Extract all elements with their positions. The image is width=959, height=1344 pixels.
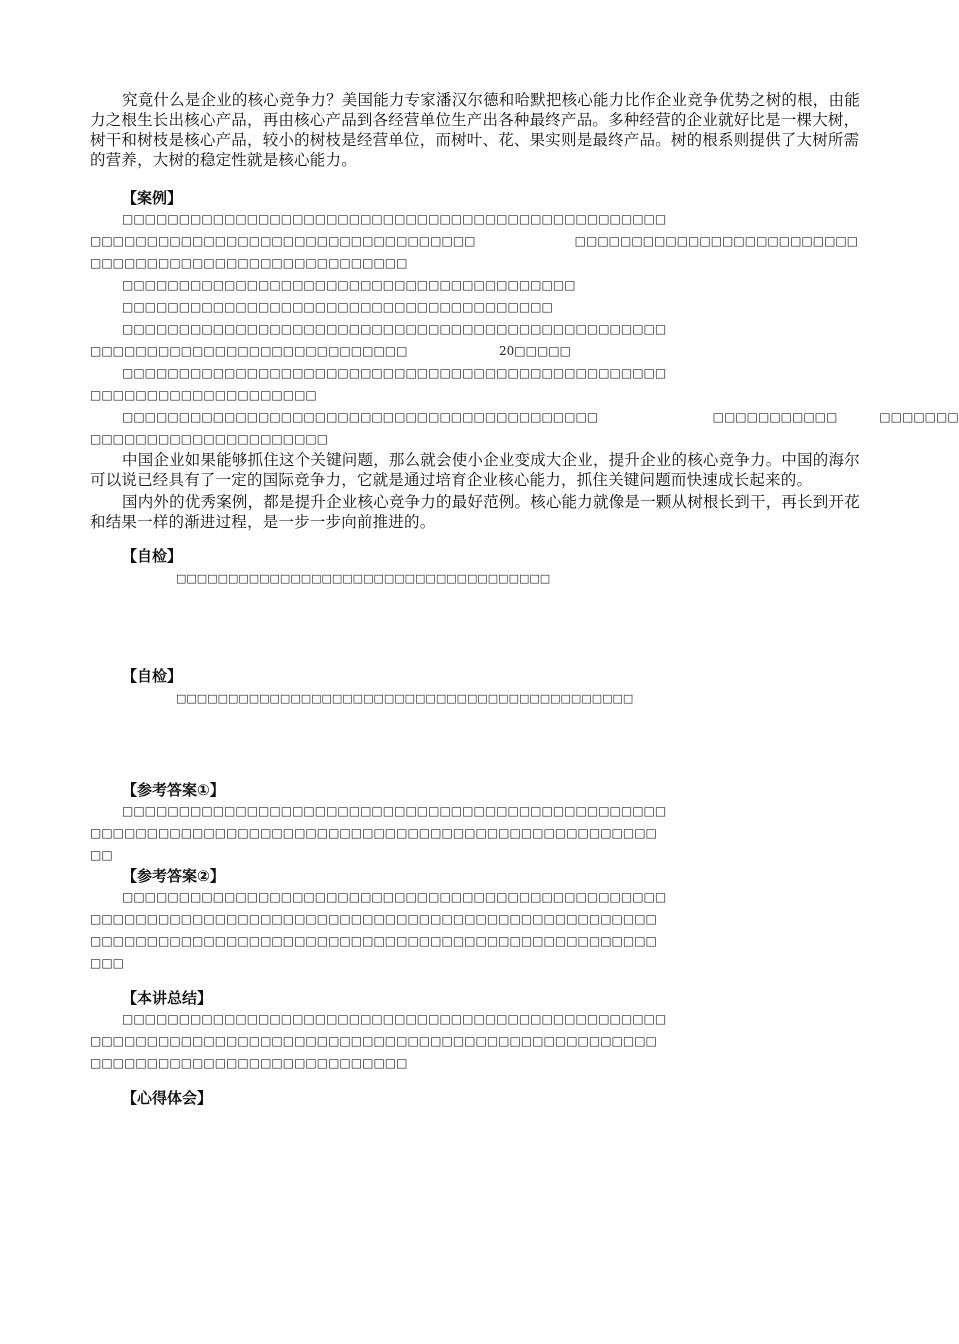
text-line: □□□□□□□□□□□□□□□□□□□□□□□□□□□□□□□□□□□□□□□□□□□□□□□□ (122, 1012, 667, 1026)
answer-text-2 (90, 886, 860, 974)
paragraph-haier: 中国企业如果能够抓住这个关键问题，那么就会使小企业变成大企业，提升企业的核心竞争力。中国的海尔可以说已经具有了一定的国际竞争力，它就是通过培育企业核心能力，抓住关键问题而快速成长起来的。 (90, 451, 860, 489)
text-line: □□□□□□□□□□□□□□□□□□□□□□□□□□□□□□□□□□□□□□□□□□□□□□□□□□ (90, 826, 657, 840)
self-check-question-1: □□□□□□□□□□□□□□□□□□□□□□□□□□□□□□□□□□□□ (176, 572, 551, 585)
text-line: □□□ (90, 956, 125, 970)
paragraph-examples: 国内外的优秀案例，都是提升企业核心竞争力的最好范例。核心能力就像是一颗从树根长到干，再长到开花和结果一样的渐进过程，是一步一步向前推进的。 (90, 493, 860, 531)
summary-heading: 【本讲总结】 (122, 989, 213, 1007)
text-line: □□□□□□□□□□□□□□□□□□□□□□□□□□□□□□□□□□□□□□□□ (122, 278, 576, 292)
text-line: □□ (90, 848, 113, 862)
answer-heading-1: 【参考答案①】 (122, 781, 225, 799)
text-line: □□□□□□□□□□□□□□□□□□□□□□□□□□□□□□□□□□□□□□□□□□□□□□□□ (122, 322, 667, 336)
summary-text (90, 1008, 860, 1074)
intro-paragraph: 究竟什么是企业的核心竞争力？美国能力专家潘汉尔德和哈默把核心能力比作企业竞争优势之树的根，由能力之根生长出核心产品，再由核心产品到各经营单位生产出各种最终产品。多种经营的企业就好比是一棵大树，树干和树枝是核心产品，较小的树枝是经营单位，而树叶、花、果实则是最终产品。树的根系则提供了大树所需的营养，大树的稳定性就是核心能力。 (90, 91, 860, 169)
answer-text-1 (90, 800, 860, 866)
text-line: □□□□□□□□□□□□□□□□□□□□□□□□□□□□ (90, 1056, 408, 1070)
text-line: □□□□□□□□□□□□□□□□□□□□□□□□□□□□ 20□□□□□ (90, 344, 571, 358)
text-line: □□□□□□□□□□□□□□□□□□□□□□□□□□□□□□□□□□ □□□□□□□□□□□□□□□□□□□□□□□□□ (90, 234, 859, 248)
case-text-block (90, 208, 959, 450)
text-line: □□□□□□□□□□□□□□□□□□□□□□□□□□□□□□□□□□□□□□□□□□□□□□□□ (122, 804, 667, 818)
self-check-heading-2: 【自检】 (122, 667, 183, 685)
reflection-heading: 【心得体会】 (122, 1089, 213, 1107)
text-line: □□□□□□□□□□□□□□□□□□□□□□□□□□□□□□□□□□□□□□□□□□□□□□□□□□ (90, 1034, 657, 1048)
text-line: □□□□□□□□□□□□□□□□□□□□□□□□□□□□□□□□□□□□□□□□□□□□□□□□ (122, 366, 667, 380)
text-line: □□□□□□□□□□□□□□□□□□□□□ (90, 432, 329, 446)
self-check-question-2: □□□□□□□□□□□□□□□□□□□□□□□□□□□□□□□□□□□□□□□□□□□□ (176, 692, 634, 705)
case-heading: 【案例】 (122, 189, 183, 207)
answer-heading-2: 【参考答案②】 (122, 867, 225, 885)
text-line: □□□□□□□□□□□□□□□□□□□□□□□□□□□□□□□□□□□□□□□□□□□□□□□□ (122, 212, 667, 226)
text-line: □□□□□□□□□□□□□□□□□□□□□□□□□□□□□□□□□□□□□□□□□□□□□□□□ (122, 890, 667, 904)
text-line: □□□□□□□□□□□□□□□□□□□□□□□□□□□□ (90, 256, 408, 270)
text-line: □□□□□□□□□□□□□□□□□□□□ (90, 388, 317, 402)
document-page (90, 90, 959, 1108)
text-line: □□□□□□□□□□□□□□□□□□□□□□□□□□□□□□□□□□□□□□ (122, 300, 553, 314)
text-line: □□□□□□□□□□□□□□□□□□□□□□□□□□□□□□□□□□□□□□□□□□□□□□□□□□ (90, 934, 657, 948)
text-line: □□□□□□□□□□□□□□□□□□□□□□□□□□□□□□□□□□□□□□□□□□ □□□□□□□□□□□ □□□□□□□ (122, 410, 959, 424)
text-line: □□□□□□□□□□□□□□□□□□□□□□□□□□□□□□□□□□□□□□□□□□□□□□□□□□ (90, 912, 657, 926)
self-check-heading-1: 【自检】 (122, 547, 183, 565)
